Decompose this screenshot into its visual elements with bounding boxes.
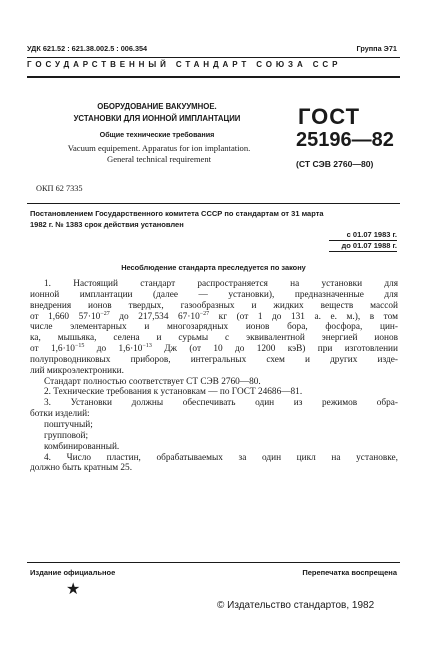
copyright: © Издательство стандартов, 1982 (217, 600, 375, 611)
mode-item: комбинированный. (44, 441, 120, 452)
reprint-prohibited: Перепечатка воспрещена (302, 568, 397, 577)
clause-3-line: 3. Установки должны обеспечивать один из режимов обра- (44, 398, 398, 409)
validity-to: до 01.07 1988 г. (341, 241, 397, 250)
star-icon: ★ (66, 581, 81, 598)
title-line-2: УСТАНОВКИ ДЛЯ ИОННОЙ ИМПЛАНТАЦИИ (73, 114, 241, 123)
clause-2: 2. Технические требования к установкам — по ГОСТ 24686—81. (44, 387, 303, 398)
title-english-line-2: General technical requirement (106, 154, 212, 164)
validity-to-underline (329, 251, 397, 252)
gost-label: ГОСТ (298, 104, 361, 129)
decree-line-2: 1982 г. № 1383 срок действия установлен (30, 220, 184, 229)
mode-item: поштучный; (44, 419, 93, 430)
clause-1-line: лий микроэлектроники. (30, 365, 124, 376)
sev-reference: (СТ СЭВ 2760—80) (296, 159, 374, 169)
official-edition: Издание официальное (30, 568, 116, 577)
standard-body (30, 279, 398, 474)
header-rule (27, 76, 400, 78)
title-general-requirements: Общие технические требования (99, 130, 215, 139)
state-standard-banner: ГОСУДАРСТВЕННЫЙ СТАНДАРТ СОЮЗА ССР (27, 60, 342, 69)
clause-3-line: ботки изделий: (30, 409, 90, 420)
clause-1-line: полупроводниковых приборов, интегральных схем и других изде- (30, 354, 398, 365)
clause-4-line: 4. Число пластин, обрабатываемых за один цикл на установке, (44, 452, 398, 463)
clause-1-line: ионной имплантации (далее — установки), предназначенные для (30, 289, 398, 300)
okp-code: ОКП 62 7335 (36, 184, 83, 193)
clause-1-line: от 1,660 $57\cdot 10^{-27}$ до 217,534 $67\cdot 10^{-27}$ кг (от 1 до 131 а. е. м.), в том (30, 310, 398, 322)
validity-from: с 01.07 1983 г. (346, 230, 397, 239)
clause-1-line: числе элементарных и многозарядных ионов бора, фосфора, цин- (30, 322, 398, 333)
clause-4-line: должно быть кратным 25. (30, 463, 133, 474)
compliance-note: Стандарт полностью соответствует СТ СЭВ 2760—80. (44, 376, 261, 387)
group-code: Группа Э71 (356, 44, 397, 53)
mode-item: групповой; (44, 430, 89, 441)
clause-1-line: ка, мышьяка, селена и сурьмы с эквивалентной энергией ионов (30, 333, 398, 344)
clause-1-line: от $1,6\cdot 10^{-15}$ до $1,6\cdot 10^{-13}$ Дж (от 10 до 1200 кэВ) при изготовлении (30, 343, 398, 355)
law-warning: Несоблюдение стандарта преследуется по закону (121, 263, 306, 272)
udk-code: УДК 621.52 : 621.38.002.5 : 006.354 (27, 44, 148, 53)
footer-rule (27, 562, 400, 563)
okp-rule (27, 203, 400, 204)
clause-1-line: 1. Настоящий стандарт распространяется на установки для (44, 279, 398, 289)
top-rule (27, 57, 400, 58)
title-line-1: ОБОРУДОВАНИЕ ВАКУУМНОЕ. (97, 102, 217, 111)
clause-1-line: внедрения ионов твердых, газообразных и жидких веществ массой (30, 300, 398, 311)
title-english-line-1: Vacuum equipement. Apparatus for ion implantation. (67, 143, 251, 153)
gost-number: 25196—82 (296, 129, 394, 151)
decree-line-1: Постановлением Государственного комитета СССР по стандартам от 31 марта (30, 209, 324, 218)
